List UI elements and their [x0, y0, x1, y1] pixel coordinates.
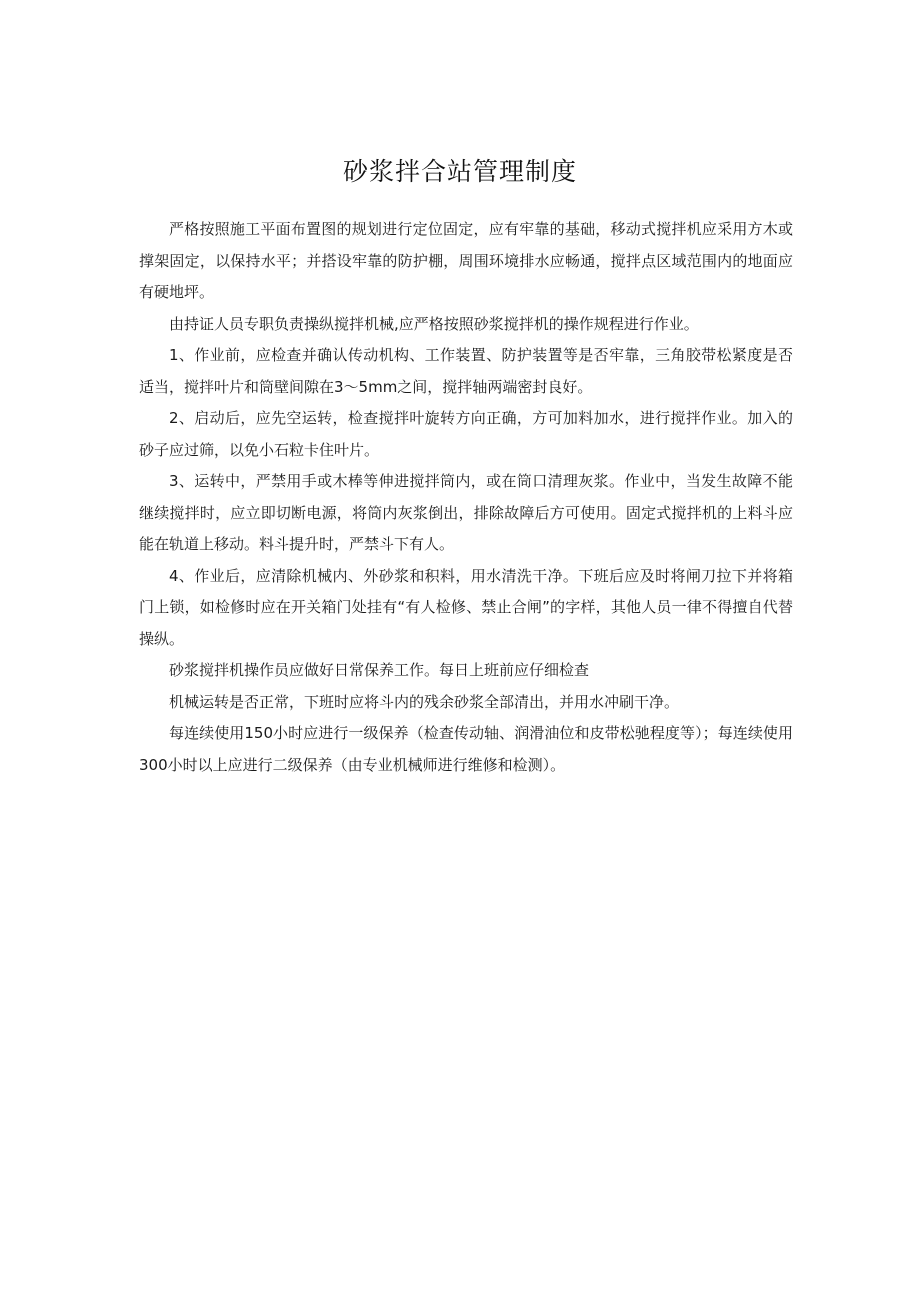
- paragraph-foundation: 严格按照施工平面布置图的规划进行定位固定，应有牢靠的基础，移动式搅拌机应采用方木或撑架固定，以保持水平；并搭设牢靠的防护棚，周围环境排水应畅通，搅拌点区域范围内的地面应有硬地坪。: [139, 220, 793, 301]
- paragraph-maintenance-levels: 每连续使用150小时应进行一级保养（检查传动轴、润滑油位和皮带松驰程度等）；每连续使用300小时以上应进行二级保养（由专业机械师进行维修和检测）。: [139, 724, 793, 774]
- paragraph-before-work: 1、作业前，应检查并确认传动机构、工作装置、防护装置等是否牢靠，三角胶带松紧度是否适当，搅拌叶片和筒壁间隙在3～5mm之间，搅拌轴两端密封良好。: [139, 346, 793, 396]
- document-body: [139, 214, 793, 781]
- paragraph-maintenance-daily: 砂浆搅拌机操作员应做好日常保养工作。每日上班前应仔细检查: [169, 661, 590, 679]
- paragraph-after-work: 4、作业后，应清除机械内、外砂浆和积料，用水清洗干净。下班后应及时将闸刀拉下并将箱门上锁，如检修时应在开关箱门处挂有“有人检修、禁止合闸”的字样，其他人员一律不得擅自代替操纵。: [139, 566, 793, 648]
- paragraph-startup: 2、启动后，应先空运转，检查搅拌叶旋转方向正确，方可加料加水，进行搅拌作业。加入的砂子应过筛，以免小石粒卡住叶片。: [139, 409, 793, 459]
- paragraph-operator: 由持证人员专职负责操纵搅拌机械,应严格按照砂浆搅拌机的操作规程进行作业。: [169, 314, 699, 333]
- paragraph-maintenance-check: 机械运转是否正常，下班时应将斗内的残余砂浆全部清出，并用水冲刷干净。: [169, 692, 680, 711]
- document-title: 砂浆拌合站管理制度: [342, 157, 577, 186]
- paragraph-running: 3、运转中，严禁用手或木棒等伸进搅拌筒内，或在筒口清理灰浆。作业中，当发生故障不能继续搅拌时，应立即切断电源，将筒内灰浆倒出，排除故障后方可使用。固定式搅拌机的上料斗应能在轨道上移动。料斗提升时，严禁斗下有人。: [139, 472, 793, 553]
